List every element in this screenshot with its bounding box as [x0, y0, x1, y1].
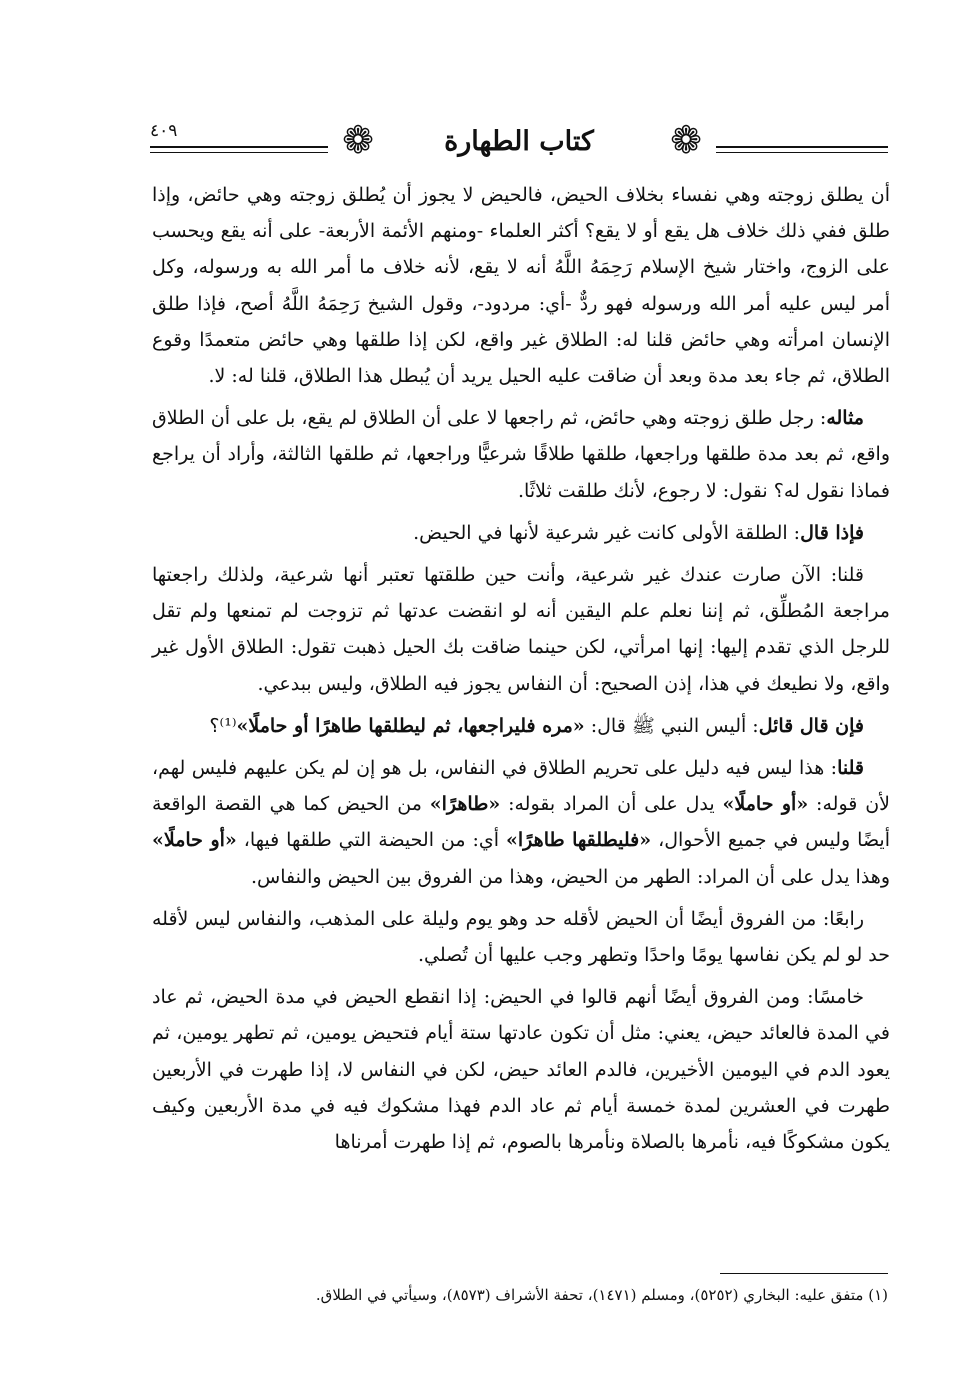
header-rule-left [150, 146, 328, 148]
right-ornament-icon: ❁ [670, 118, 702, 162]
text-run: : الطلقة الأولى كانت غير شرعية لأنها في الحيض. [413, 521, 801, 544]
paragraph [152, 400, 890, 509]
paragraph [152, 177, 890, 394]
bold-phrase: «مره فليراجعها، ثم ليطلقها طاهرًا أو حاملًا» [236, 714, 585, 737]
text-run: أن يطلق زوجته وهي نفساء بخلاف الحيض، فالحيض لا يجوز أن يُطلق زوجته وهي حائض، وإذا طلق ففي ذلك خلاف هل يقع أو لا يقع؟ أكثر العلماء -ومنهم الأئمة الأربعة- على أنه يقع ويحسب على الزوج، واختار شيخ الإسلام رَحِمَهُ اللَّهُ أنه لا يقع، لأنه خلاف ما أمر الله به ورسوله، وكل أمر ليس عليه أمر الله ورسوله فهو ردٌّ -أي: مردود-، وقول الشيخ رَحِمَهُ اللَّهُ أصح، فإذا طلق الإنسان امرأته وهي حائض قلنا له: الطلاق غير واقع، لكن إذا طلقها وهي حائض متعمدًا وقوع الطلاق، ثم جاء بعد مدة وبعد أن ضاقت عليه الحيل يريد أن يُبطل هذا الطلاق، قلنا له: لا. [152, 184, 890, 388]
paragraph [152, 750, 890, 895]
left-ornament-icon: ❁ [342, 118, 374, 162]
footnote-separator [720, 1273, 888, 1274]
footnote: (١) متفق عليه: البخاري (٥٢٥٢)، ومسلم (١٤٧١)، تحفة الأشراف (٨٥٧٣)، وسيأتي في الطلاق. [315, 1286, 888, 1304]
bold-phrase: «أو حاملًا» [152, 829, 237, 852]
page-number: ٤٠٩ [150, 121, 178, 141]
header-rule-right [716, 146, 888, 148]
text-run: من الحيض كما هي القصة الواقعة أيضًا وليس في جميع الأحوال، [152, 793, 891, 852]
text-run: أي: من الحيضة التي طلقها فيها، [236, 829, 507, 852]
body-text [152, 177, 890, 1166]
paragraph [152, 557, 890, 702]
bold-phrase: مثاله [826, 407, 864, 430]
bold-phrase: فإذا قال [800, 521, 864, 544]
text-run: قلنا: الآن صارت عندك غير شرعية، وأنت حين طلقتها تعتبر أنها شرعية، ولذلك راجعتها مراجعة المُطلِّق، ثم إننا نعلم علم اليقين أنه لو انقضت عدتها ثم تزوجت لم تمنعها ولم تقل للرجل الذي تقدم إليها: إنها امرأتي، لكن حينما ضاقت بك الحيل ذهبت تقول: الطلاق الأول غير واقع، ولا نطيعك في هذا، إذن الصحيح: أن النفاس يجوز فيه الطلاق، وليس ببدعي. [152, 564, 890, 695]
text-run: وهذا يدل على أن المراد: الطهر من الحيض، وهذا من الفروق بين الحيض والنفاس. [250, 865, 890, 888]
bold-phrase: «طاهرًا» [429, 793, 501, 816]
bold-phrase: «فليطلقها طاهرًا» [506, 829, 652, 852]
paragraph [152, 901, 890, 973]
header-rule-right-thin [716, 152, 888, 153]
paragraph [152, 708, 890, 744]
text-run: رابعًا: من الفروق أيضًا أن الحيض لأقله حد وهو يوم وليلة على المذهب، والنفاس ليس لأقله حد لو لم يكن نفاسها يومًا واحدًا وتطهر وجب عليها أن تُصلي. [152, 907, 890, 967]
bold-phrase: فإن قال قائل [758, 714, 864, 737]
text-run: ⁽¹⁾؟ [209, 714, 237, 737]
paragraph [152, 979, 890, 1160]
paragraph [152, 515, 890, 551]
chapter-title: كتاب الطهارة [444, 126, 594, 157]
bold-phrase: «أو حاملًا» [722, 793, 809, 816]
text-run: : هذا ليس فيه دليل على تحريم الطلاق في النفاس، بل هو إن لم يكن عليهم فليس لهم، لأن قوله: [152, 757, 890, 816]
text-run: : أليس النبي ﷺ قال: [584, 714, 759, 737]
running-header [150, 112, 888, 164]
text-run: خامسًا: ومن الفروق أيضًا أنهم قالوا في الحيض: إذا انقطع الحيض في مدة الحيض، ثم عاد في المدة فالعائد حيض، يعني: مثل أن تكون عادتها ستة أيام فتحيض يومين، ثم تطهر يومين، ثم يعود الدم في اليومين الأخيرين، فالدم العائد حيض، لكن في النفاس لا، إذا طهرت في الأربعين طهرت في العشرين لمدة خمسة أيام ثم عاد الدم فهذا مشكوك فيه في مدة الأربعين وكيف يكون مشكوكًا فيه، نأمرها بالصلاة ونأمرها بالصوم، ثم إذا طهرت أمرناها [152, 986, 890, 1154]
bold-phrase: قلنا [837, 757, 864, 780]
header-rule-left-thin [150, 152, 328, 153]
text-run: يدل على أن المراد بقوله: [500, 793, 723, 816]
text-run: : رجل طلق زوجته وهي حائض، ثم راجعها لا على أن الطلاق لم يقع، بل على أن الطلاق واقع، ثم بعد مدة طلقها وراجعها، طلقها طلاقًا شرعيًّا وراجعها، ثم طلقها الثالثة، وأراد أن يراجع فماذا نقول له؟ نقول: لا رجوع، لأنك طلقت ثلاثًا. [152, 407, 890, 502]
